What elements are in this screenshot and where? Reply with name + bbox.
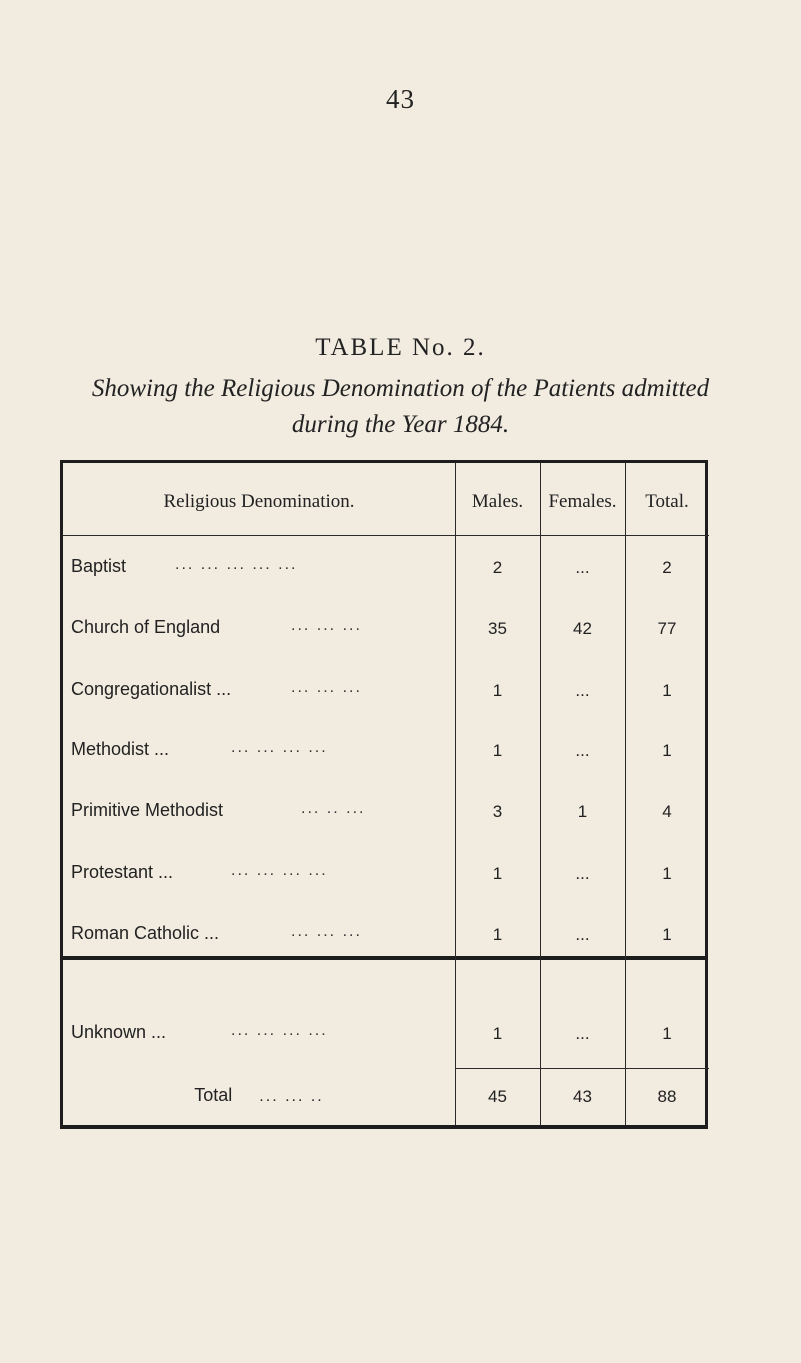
row-label: Roman Catholic ...: [71, 923, 220, 943]
total-label: [63, 1085, 455, 1106]
row-label: Congregationalist ...: [71, 679, 232, 699]
page-number: 43: [386, 84, 415, 114]
leader-dots: ... ... ...: [291, 923, 362, 940]
denomination-table-lower: [60, 955, 708, 1129]
row-label: Methodist ...: [71, 739, 170, 759]
cell-males: 35: [488, 619, 507, 638]
cell-males: 3: [492, 802, 503, 821]
header-rule: [63, 535, 709, 536]
cell-females: ...: [575, 558, 590, 577]
leader-dots: ... ... ... ... ...: [175, 556, 298, 573]
table-subtitle-line-2: during the Year 1884.: [291, 411, 510, 438]
table-subtitle-line-1: Showing the Religious Denomination of the Patients admitted: [91, 375, 710, 402]
row-label: Primitive Methodist: [71, 800, 224, 820]
cell-total: 1: [662, 864, 672, 883]
leader-dots: ... .. ...: [301, 800, 366, 817]
cell-females: ...: [575, 1024, 590, 1043]
header-total: Total.: [645, 491, 689, 512]
cell-females: ...: [575, 925, 590, 944]
cell-total: 1: [662, 925, 672, 944]
header-females: Females.: [548, 491, 617, 512]
total-label-text: Total: [194, 1085, 233, 1105]
total-females: 43: [573, 1087, 592, 1106]
leader-dots: ... ... ...: [291, 617, 362, 634]
cell-females: ...: [575, 864, 590, 883]
leader-dots: ... ... ... ...: [231, 1022, 328, 1039]
cell-females: 42: [573, 619, 592, 638]
row-label: Church of England: [71, 617, 221, 637]
cell-total: 1: [662, 1024, 672, 1043]
header-males: Males.: [471, 491, 524, 512]
total-rule: [455, 1068, 709, 1069]
cell-males: 1: [492, 864, 503, 883]
row-label: Baptist: [71, 556, 127, 576]
cell-females: ...: [575, 741, 590, 760]
cell-males: 1: [492, 681, 503, 700]
leader-dots: ... ... ..: [259, 1088, 324, 1105]
cell-total: 1: [662, 741, 672, 760]
total-total: 88: [657, 1087, 677, 1106]
cell-females: 1: [577, 802, 588, 821]
row-label: Unknown ...: [71, 1022, 167, 1042]
cell-males: 1: [492, 1024, 503, 1043]
header-denomination: Religious Denomination.: [163, 491, 355, 512]
cell-total: 2: [662, 558, 672, 577]
total-males: 45: [488, 1087, 507, 1106]
cell-females: ...: [575, 681, 590, 700]
cell-males: 2: [492, 558, 503, 577]
table-title: TABLE No. 2.: [315, 334, 486, 361]
row-label: Protestant ...: [71, 862, 174, 882]
cell-total: 77: [657, 619, 677, 638]
leader-dots: ... ... ...: [291, 679, 362, 696]
cell-total: 4: [662, 802, 672, 821]
cell-males: 1: [492, 925, 503, 944]
leader-dots: ... ... ... ...: [231, 862, 328, 879]
cell-males: 1: [492, 741, 503, 760]
cell-total: 1: [662, 681, 672, 700]
leader-dots: ... ... ... ...: [231, 739, 328, 756]
denomination-table: [60, 460, 708, 960]
